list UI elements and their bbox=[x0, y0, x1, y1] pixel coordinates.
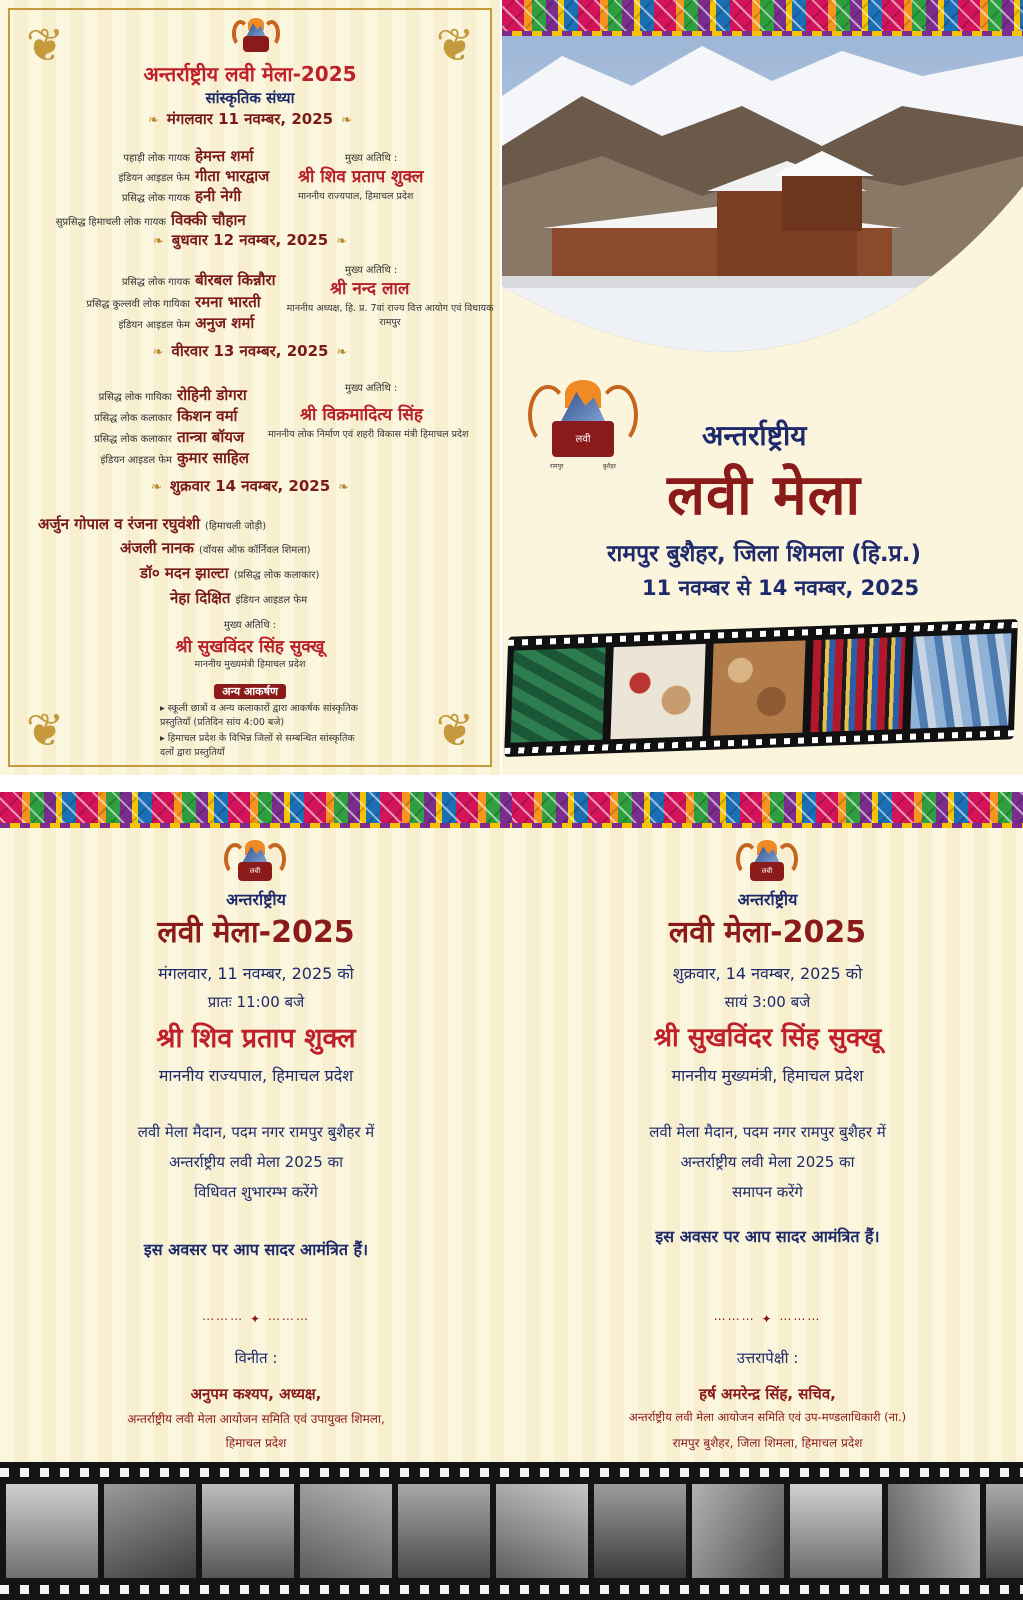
guest-label: मुख्य अतिथि : bbox=[345, 383, 398, 394]
invite-title: लवी मेला-2025 bbox=[157, 915, 355, 950]
artist-row: इंडियन आइडल फेम कुमार साहिल bbox=[100, 449, 249, 467]
artist-row: इंडियन आइडल फेम अनुज शर्मा bbox=[118, 314, 255, 332]
archive-photo bbox=[692, 1484, 784, 1578]
artist-row: प्रसिद्ध लोक गायक बीरबल किन्नौरा bbox=[121, 271, 276, 289]
invite-title: लवी मेला-2025 bbox=[668, 915, 867, 950]
programme-panel bbox=[0, 0, 500, 775]
archive-photo bbox=[6, 1484, 98, 1578]
invite-line1: अन्तर्राष्ट्रीय bbox=[737, 890, 798, 909]
artist-row: प्रसिद्ध लोक गायिका रोहिनी डोगरा bbox=[98, 386, 247, 404]
guest-designation: माननीय अध्यक्ष, हि. प्र. 7वां राज्य वित्त आयोग एवं विधायक रामपुर bbox=[286, 303, 494, 328]
artist-row: अंजली नानक (वॉयस ऑफ कॉर्निवल शिमला) bbox=[120, 539, 311, 557]
signer-place: हिमाचल प्रदेश bbox=[225, 1436, 287, 1450]
divider-ornament-icon: ⋯⋯⋯ ✦ ⋯⋯⋯ bbox=[713, 1312, 822, 1326]
film-frame-photo bbox=[810, 637, 905, 732]
signer-org: अन्तर्राष्ट्रीय लवी मेला आयोजन समिति एवं उपायुक्त शिमला, bbox=[127, 1412, 385, 1426]
mela-logo bbox=[232, 18, 280, 56]
signer-place: रामपुर बुशैहर, जिला शिमला, हिमाचल प्रदेश bbox=[672, 1436, 863, 1450]
guest-label: मुख्य अतिथि : bbox=[345, 265, 398, 276]
programme-title: अन्तर्राष्ट्रीय लवी मेला-2025 bbox=[143, 62, 357, 86]
invite-time: प्रातः 11:00 बजे bbox=[207, 993, 305, 1011]
sign-label: विनीत : bbox=[234, 1349, 278, 1367]
artist-row: सुप्रसिद्ध हिमाचली लोक गायक विक्की चौहान bbox=[55, 211, 246, 229]
film-frame-photo bbox=[511, 647, 606, 742]
artist-row: प्रसिद्ध कुल्लवी लोक गायिका रमना भारती bbox=[86, 293, 261, 311]
day-heading: ❧ शुक्रवार 14 नवम्बर, 2025 ❧ bbox=[0, 476, 500, 496]
artist-row: प्रसिद्ध लोक गायक हनी नेगी bbox=[121, 187, 242, 205]
corner-ornament-icon: ❦ bbox=[435, 18, 475, 72]
artist-row: प्रसिद्ध लोक कलाकार किशन वर्मा bbox=[94, 407, 238, 425]
guest-name: श्री शिव प्रताप शुक्ल bbox=[298, 167, 424, 187]
day-heading: ❧ बुधवार 12 नवम्बर, 2025 ❧ bbox=[0, 230, 500, 250]
invite-line1: अन्तर्राष्ट्रीय bbox=[226, 890, 286, 909]
invite-guest: श्री सुखविंदर सिंह सुक्खू bbox=[653, 1023, 882, 1053]
archive-photo bbox=[496, 1484, 588, 1578]
cover-line1: अन्तर्राष्ट्रीय bbox=[702, 419, 807, 452]
invite-designation: माननीय मुख्यमंत्री, हिमाचल प्रदेश bbox=[671, 1066, 864, 1085]
divider-ornament-icon: ⋯⋯⋯ ✦ ⋯⋯⋯ bbox=[202, 1312, 310, 1326]
day-heading: ❧ वीरवार 13 नवम्बर, 2025 ❧ bbox=[0, 341, 500, 361]
mela-logo: लवी bbox=[224, 840, 286, 886]
invite-date: मंगलवार, 11 नवम्बर, 2025 को bbox=[158, 964, 354, 983]
invite-body: विधिवत शुभारम्भ करेंगे bbox=[194, 1183, 318, 1201]
other-attraction-item: ▸ स्कूली छात्रों व अन्य कलाकारों द्वारा आकर्षक सांस्कृतिक प्रस्तुतियाँ (प्रतिदिन सांय 4:00 बजे) bbox=[160, 703, 358, 728]
invite-body: लवी मेला मैदान, पदम नगर रामपुर बुशैहर में bbox=[649, 1123, 886, 1141]
sign-label: उत्तरापेक्षी : bbox=[736, 1349, 799, 1367]
guest-designation: माननीय मुख्यमंत्री हिमाचल प्रदेश bbox=[194, 659, 306, 670]
artist-row: इंडियन आइडल फेम गीता भारद्वाज bbox=[118, 167, 270, 185]
guest-designation: माननीय लोक निर्माण एवं शहरी विकास मंत्री हिमाचल प्रदेश bbox=[268, 429, 469, 440]
corner-ornament-icon: ❦ bbox=[25, 18, 65, 72]
artist-row: नेहा दिक्षित इंडियन आइडल फेम bbox=[170, 589, 308, 607]
artist-row: डॉ० मदन झाल्टा (प्रसिद्ध लोक कलाकार) bbox=[140, 564, 320, 582]
programme-subtitle: सांस्कृतिक संध्या bbox=[205, 89, 295, 107]
archive-photo bbox=[300, 1484, 392, 1578]
invite-card-closing bbox=[512, 792, 1023, 1462]
corner-ornament-icon: ❦ bbox=[25, 703, 65, 757]
signer-name: हर्ष अमरेन्द्र सिंह, सचिव, bbox=[699, 1385, 836, 1403]
invite-body: लवी मेला मैदान, पदम नगर रामपुर बुशैहर में bbox=[137, 1123, 375, 1141]
pattern-border bbox=[512, 792, 1023, 828]
cover-panel bbox=[502, 0, 1023, 775]
film-frame-photo bbox=[610, 644, 705, 739]
film-frame-photo bbox=[910, 633, 1011, 729]
guest-designation: माननीय राज्यपाल, हिमाचल प्रदेश bbox=[298, 191, 414, 202]
invite-body: अन्तर्राष्ट्रीय लवी मेला 2025 का bbox=[680, 1153, 855, 1171]
archive-photo bbox=[202, 1484, 294, 1578]
invite-guest: श्री शिव प्रताप शुक्ल bbox=[156, 1023, 356, 1054]
day-heading: ❧ मंगलवार 11 नवम्बर, 2025 ❧ bbox=[0, 109, 500, 129]
invite-card-inauguration bbox=[0, 792, 512, 1462]
guest-name: श्री नन्द लाल bbox=[330, 279, 410, 299]
signer-org: अन्तर्राष्ट्रीय लवी मेला आयोजन समिति एवं उप-मण्डलाधिकारी (ना.) bbox=[628, 1410, 907, 1424]
temple-photo-image bbox=[502, 36, 1023, 366]
guest-label: मुख्य अतिथि : bbox=[345, 153, 398, 164]
invite-body: समापन करेंगे bbox=[732, 1183, 803, 1201]
other-attractions-title: अन्य आकर्षण bbox=[0, 684, 500, 699]
invite-welcome: इस अवसर पर आप सादर आमंत्रित हैं। bbox=[655, 1227, 880, 1246]
film-frame-photo bbox=[710, 640, 805, 735]
archive-photo bbox=[790, 1484, 882, 1578]
invite-welcome: इस अवसर पर आप सादर आमंत्रित हैं। bbox=[143, 1240, 369, 1259]
invite-designation: माननीय राज्यपाल, हिमाचल प्रदेश bbox=[158, 1066, 354, 1085]
pattern-border bbox=[502, 0, 1023, 36]
mela-logo: लवी रामपुर बुशैहर bbox=[528, 380, 638, 466]
guest-name: श्री विक्रमादित्य सिंह bbox=[300, 405, 423, 425]
cover-title: लवी मेला bbox=[667, 463, 862, 528]
artist-row: पहाड़ी लोक गायक हेमन्त शर्मा bbox=[123, 147, 254, 165]
pattern-border bbox=[0, 792, 512, 828]
invite-date: शुक्रवार, 14 नवम्बर, 2025 को bbox=[672, 964, 863, 983]
archive-photo bbox=[594, 1484, 686, 1578]
artist-row: प्रसिद्ध लोक कलाकार तान्त्रा बॉयज bbox=[94, 428, 245, 446]
archive-photo bbox=[398, 1484, 490, 1578]
guest-name: श्री सुखविंदर सिंह सुक्खू bbox=[175, 637, 325, 657]
artist-row: अर्जुन गोपाल व रंजना रघुवंशी (हिमाचली जोड़ी) bbox=[38, 515, 267, 533]
corner-ornament-icon: ❦ bbox=[435, 703, 475, 757]
invite-body: अन्तर्राष्ट्रीय लवी मेला 2025 का bbox=[168, 1153, 344, 1171]
invite-time: सायं 3:00 बजे bbox=[724, 993, 811, 1011]
archive-photo bbox=[104, 1484, 196, 1578]
mela-logo: लवी bbox=[736, 840, 798, 886]
cover-dates: 11 नवम्बर से 14 नवम्बर, 2025 bbox=[642, 576, 920, 600]
temple-photo bbox=[502, 36, 1023, 366]
film-strip bbox=[504, 619, 1018, 757]
bottom-film-strip bbox=[0, 1462, 1023, 1600]
other-attraction-item: ▸ हिमाचल प्रदेश के विभिन्न जिलों से सम्बन्धित सांस्कृतिक दलों द्वारा प्रस्तुतियाँ bbox=[160, 733, 355, 758]
archive-photo bbox=[888, 1484, 980, 1578]
guest-label: मुख्य अतिथि : bbox=[223, 620, 277, 631]
archive-photo bbox=[986, 1484, 1023, 1578]
cover-place: रामपुर बुशैहर, जिला शिमला (हि.प्र.) bbox=[607, 541, 921, 567]
signer-name: अनुपम कश्यप, अध्यक्ष, bbox=[190, 1385, 322, 1403]
